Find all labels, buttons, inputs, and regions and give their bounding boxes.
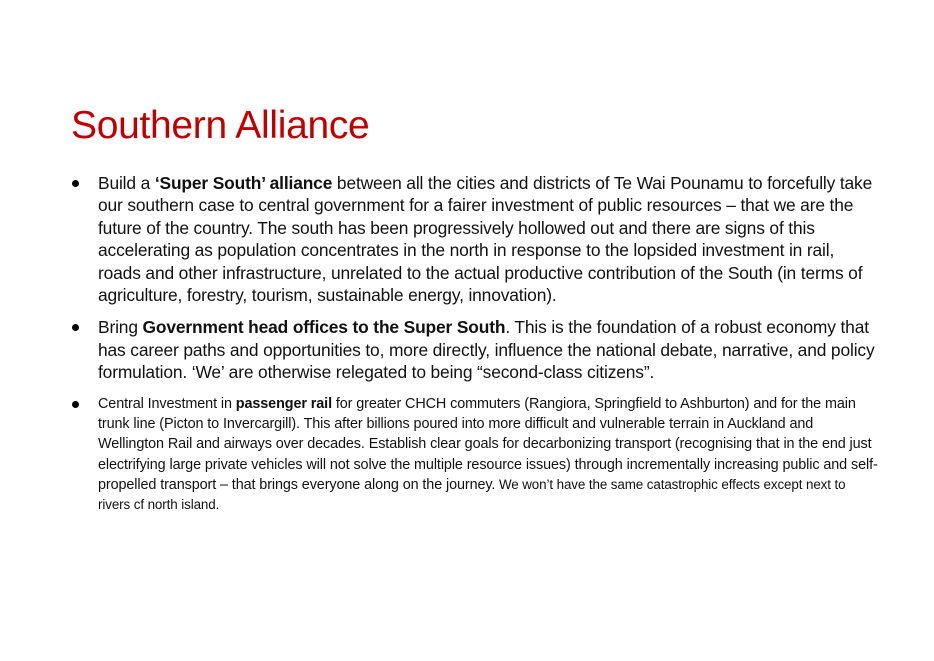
bullet-dot-icon: [72, 180, 79, 187]
bullet-text-post: for greater CHCH commuters (Rangiora, Springfield to Ashburton) and for the main trunk line (Picton to Invercargill). This after billions poured into more difficult and vulnerable terrain in Auckland and Wellington Rail and airways over decades. Establish clear goals for decarbonizing transport (recognising that in the end just electrifying large private vehicles will not solve the multiple resource issues) through incrementally increasing public and self-propelled transport – that brings everyone along on the journey.: [98, 395, 878, 493]
bullet-item-passenger-rail: [70, 394, 880, 516]
bullet-item-super-south-alliance: [70, 172, 880, 306]
bullet-text-bold: passenger rail: [235, 395, 332, 412]
slide-title: Southern Alliance: [71, 104, 370, 147]
bullet-text-pre: Bring: [98, 317, 143, 338]
bullet-list: [70, 172, 880, 515]
bullet-dot-icon: [72, 401, 79, 408]
bullet-text-post: between all the cities and districts of Te Wai Pounamu to forcefully take our southern case to central government for a fairer investment of public resources – that we are the future of the country. The south has been progressively hollowed out and there are signs of this accelerating as population concentrates in the north in response to the lopsided investment in rail, roads and other infrastructure, unrelated to the actual productive contribution of the South (in terms of agriculture, forestry, tourism, sustainable energy, innovation).: [98, 173, 873, 306]
bullet-text-tail: We won’t have the same catastrophic effects except next to rivers cf north island.: [98, 476, 846, 513]
bullet-text-pre: Build a: [98, 173, 155, 193]
bullet-text-pre: Central Investment in: [98, 395, 236, 412]
bullet-text-bold: Government head offices to the Super South: [142, 317, 506, 338]
bullet-dot-icon: [72, 324, 79, 331]
bullet-text-post: . This is the foundation of a robust economy that has career paths and opportunities to, more directly, influence the national debate, narrative, and policy formulation. ‘We’ are otherwise relegated to being “second-class citizens”.: [98, 317, 875, 383]
bullet-text-bold: ‘Super South’ alliance: [154, 173, 333, 193]
bullet-item-government-head-offices: [70, 316, 880, 383]
